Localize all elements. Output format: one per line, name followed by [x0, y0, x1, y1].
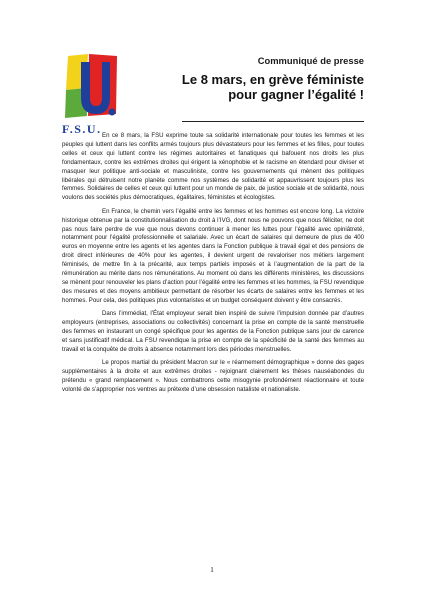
- document-body: [62, 132, 364, 399]
- paragraph-solidarity: En ce 8 mars, la FSU exprime toute sa solidarité internationale pour toutes les femmes et les peuples qui luttent dans les conflits armés toujours plus dévastateurs pour les femmes et les filles, pour toutes celles et ceux qui luttent contre les régimes autoritaires et fanatiques qui bafouent nos droits les plus fondamentaux, contre les extrêmes droites qui érigent la xénophobie et le racisme en étendard pour diviser et masquer leur politique anti-sociale et masculiniste, contre les gouvernements qui mènent des politiques libérales qui détruisent notre planète comme nos systèmes de solidarité et appauvrissent toujours plus les femmes. Solidaires de celles et ceux qui luttent pour un monde de paix, de justice sociale et de solidarité, nous voulons des sociétés plus démocratiques, égalitaires, féministes et écologistes.: [62, 132, 364, 202]
- document-title-line-2: pour gagner l’égalité !: [228, 87, 364, 102]
- fsu-logo-icon: [62, 52, 120, 120]
- logo-label: F.S.U.: [62, 122, 102, 136]
- paragraph-menstrual-health: Dans l’immédiat, l’État employeur serait bien inspiré de suivre l’impulsion donnée par d’autres employeurs (entreprises, associations ou collectivités) concernant la prise en compte de la santé menstruelle des femmes en instaurant un congé spécifique pour les agentes de la Fonction publique sans jour de carence et sans justificatif médical. La FSU revendique la prise en compte de la spécificité de la santé des femmes au travail et la conquête de droits à absence notamment lors des périodes menstruelles.: [62, 310, 364, 353]
- press-release-label: Communiqué de presse: [257, 55, 364, 66]
- header-divider: [182, 121, 364, 122]
- document-title-line-1: Le 8 mars, en grève féministe: [181, 72, 364, 87]
- paragraph-macron: Le propos martial du président Macron sur le « réarmement démographique » donne des gages supplémentaires à la droite et aux extrêmes droites - rejoignant clairement les thèses nauséabondes du prétendu « grand remplacement ». Nous combattrons cette misogynie profondément réactionnaire et toute volonté de s’approprier nos ventres au prétexte d’une obsession nataliste et nationaliste.: [62, 359, 364, 393]
- page-number: 1: [210, 565, 214, 574]
- press-header: [182, 55, 364, 102]
- paragraph-equality: En France, le chemin vers l’égalité entre les femmes et les hommes est encore long. La victoire historique obtenue par la constitutionnalisation du droit à l’IVG, dont nous ne pouvons que nous féliciter, ne doit pas nous faire perdre de vue que nous devons continuer à mener les luttes pour l’égalité avec opiniâtreté, notamment pour l’égalité professionnelle et salariale. Avec un écart de salaires qui demeure de plus de 400 euros en moyenne entre les agents et les agentes dans la Fonction publique à travail égal et des pensions de droit direct inférieures de 40% pour les agentes, il devient urgent de revaloriser nos métiers largement féminisés, de mettre fin à la précarité, aux temps partiels imposés et à l’augmentation de la part de la rémunération au mérite dans nos rémunérations. Au moment où dans les différents ministères, les discussions se mènent pour renouveler les plans d’action pour l’égalité entre les femmes et les hommes, la FSU revendique des mesures et des moyens ambitieux permettant de résorber les écarts de salaires entre les femmes et les hommes. Pour cela, des politiques plus volontaristes et un budget conséquent doivent y être consacrés.: [62, 207, 364, 304]
